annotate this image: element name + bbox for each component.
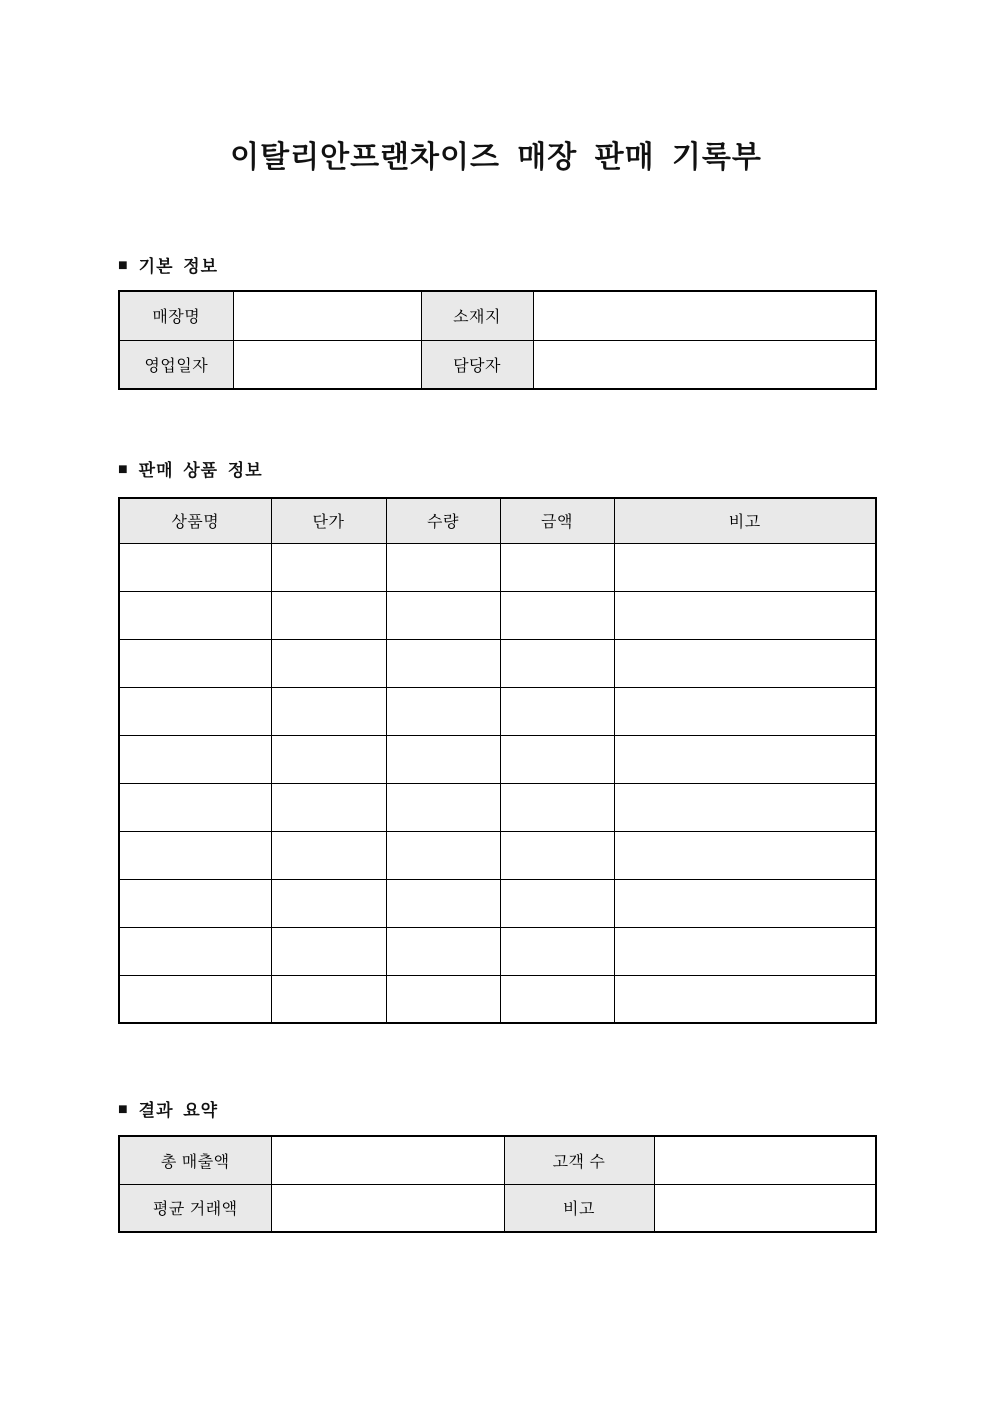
product-cell[interactable] xyxy=(614,927,876,975)
product-cell[interactable] xyxy=(271,783,386,831)
document-content xyxy=(118,252,875,1233)
product-cell[interactable] xyxy=(119,927,271,975)
section-header-summary xyxy=(118,1096,875,1121)
product-cell[interactable] xyxy=(386,639,500,687)
label-business-date: 영업일자 xyxy=(119,340,233,389)
product-cell[interactable] xyxy=(119,543,271,591)
field-store-name[interactable] xyxy=(233,291,421,340)
section-header-products xyxy=(118,456,875,481)
product-cell[interactable] xyxy=(386,591,500,639)
product-cell[interactable] xyxy=(271,831,386,879)
product-row xyxy=(119,879,876,927)
label-store-name: 매장명 xyxy=(119,291,233,340)
product-cell[interactable] xyxy=(119,687,271,735)
product-row xyxy=(119,639,876,687)
square-bullet-icon: ■ xyxy=(118,256,129,274)
summary-table xyxy=(118,1135,877,1233)
label-customer-count: 고객 수 xyxy=(504,1136,654,1184)
product-cell[interactable] xyxy=(271,975,386,1023)
product-cell[interactable] xyxy=(386,831,500,879)
product-cell[interactable] xyxy=(500,639,614,687)
product-row xyxy=(119,735,876,783)
product-cell[interactable] xyxy=(271,591,386,639)
product-cell[interactable] xyxy=(614,783,876,831)
product-cell[interactable] xyxy=(614,879,876,927)
product-cell[interactable] xyxy=(500,543,614,591)
product-row xyxy=(119,591,876,639)
field-remarks[interactable] xyxy=(654,1184,876,1232)
product-row xyxy=(119,543,876,591)
product-cell[interactable] xyxy=(386,975,500,1023)
product-cell[interactable] xyxy=(614,543,876,591)
field-customer-count[interactable] xyxy=(654,1136,876,1184)
field-total-sales[interactable] xyxy=(271,1136,504,1184)
label-location: 소재지 xyxy=(421,291,533,340)
product-header-row xyxy=(119,498,876,543)
label-remarks: 비고 xyxy=(504,1184,654,1232)
basic-info-row xyxy=(119,340,876,389)
label-total-sales: 총 매출액 xyxy=(119,1136,271,1184)
product-cell[interactable] xyxy=(500,687,614,735)
product-cell[interactable] xyxy=(500,591,614,639)
product-cell[interactable] xyxy=(500,879,614,927)
product-cell[interactable] xyxy=(500,927,614,975)
product-cell[interactable] xyxy=(614,975,876,1023)
product-row xyxy=(119,927,876,975)
section-title-summary: 결과 요약 xyxy=(138,1101,219,1120)
product-cell[interactable] xyxy=(271,927,386,975)
product-cell[interactable] xyxy=(271,687,386,735)
product-row xyxy=(119,975,876,1023)
label-average-transaction: 평균 거래액 xyxy=(119,1184,271,1232)
product-row xyxy=(119,783,876,831)
field-location[interactable] xyxy=(533,291,876,340)
product-cell[interactable] xyxy=(386,927,500,975)
field-business-date[interactable] xyxy=(233,340,421,389)
product-cell[interactable] xyxy=(614,687,876,735)
product-cell[interactable] xyxy=(386,687,500,735)
product-row xyxy=(119,687,876,735)
product-cell[interactable] xyxy=(614,591,876,639)
product-cell[interactable] xyxy=(614,639,876,687)
product-table-body xyxy=(119,543,876,1023)
basic-info-table xyxy=(118,290,877,390)
summary-row xyxy=(119,1184,876,1232)
product-cell[interactable] xyxy=(500,735,614,783)
product-cell[interactable] xyxy=(500,783,614,831)
product-cell[interactable] xyxy=(119,831,271,879)
product-row xyxy=(119,831,876,879)
column-header-product-name: 상품명 xyxy=(119,498,271,543)
section-title-basic-info: 기본 정보 xyxy=(138,257,219,276)
field-average-transaction[interactable] xyxy=(271,1184,504,1232)
section-header-basic-info xyxy=(118,252,875,277)
square-bullet-icon: ■ xyxy=(118,1100,129,1118)
column-header-remarks: 비고 xyxy=(614,498,876,543)
square-bullet-icon: ■ xyxy=(118,460,129,478)
product-cell[interactable] xyxy=(119,783,271,831)
product-cell[interactable] xyxy=(386,879,500,927)
section-title-products: 판매 상품 정보 xyxy=(138,461,263,480)
product-cell[interactable] xyxy=(386,543,500,591)
column-header-unit-price: 단가 xyxy=(271,498,386,543)
product-cell[interactable] xyxy=(119,975,271,1023)
product-cell[interactable] xyxy=(386,783,500,831)
product-cell[interactable] xyxy=(271,543,386,591)
column-header-quantity: 수량 xyxy=(386,498,500,543)
product-cell[interactable] xyxy=(500,831,614,879)
document-title: 이탈리안프랜차이즈 매장 판매 기록부 xyxy=(230,141,762,174)
summary-row xyxy=(119,1136,876,1184)
basic-info-row xyxy=(119,291,876,340)
product-cell[interactable] xyxy=(386,735,500,783)
label-person-in-charge: 담당자 xyxy=(421,340,533,389)
field-person-in-charge[interactable] xyxy=(533,340,876,389)
product-cell[interactable] xyxy=(119,639,271,687)
product-cell[interactable] xyxy=(119,735,271,783)
product-cell[interactable] xyxy=(271,879,386,927)
product-cell[interactable] xyxy=(500,975,614,1023)
product-cell[interactable] xyxy=(271,735,386,783)
product-cell[interactable] xyxy=(614,831,876,879)
product-cell[interactable] xyxy=(119,879,271,927)
column-header-amount: 금액 xyxy=(500,498,614,543)
product-table xyxy=(118,497,877,1024)
product-cell[interactable] xyxy=(119,591,271,639)
product-cell[interactable] xyxy=(271,639,386,687)
product-cell[interactable] xyxy=(614,735,876,783)
